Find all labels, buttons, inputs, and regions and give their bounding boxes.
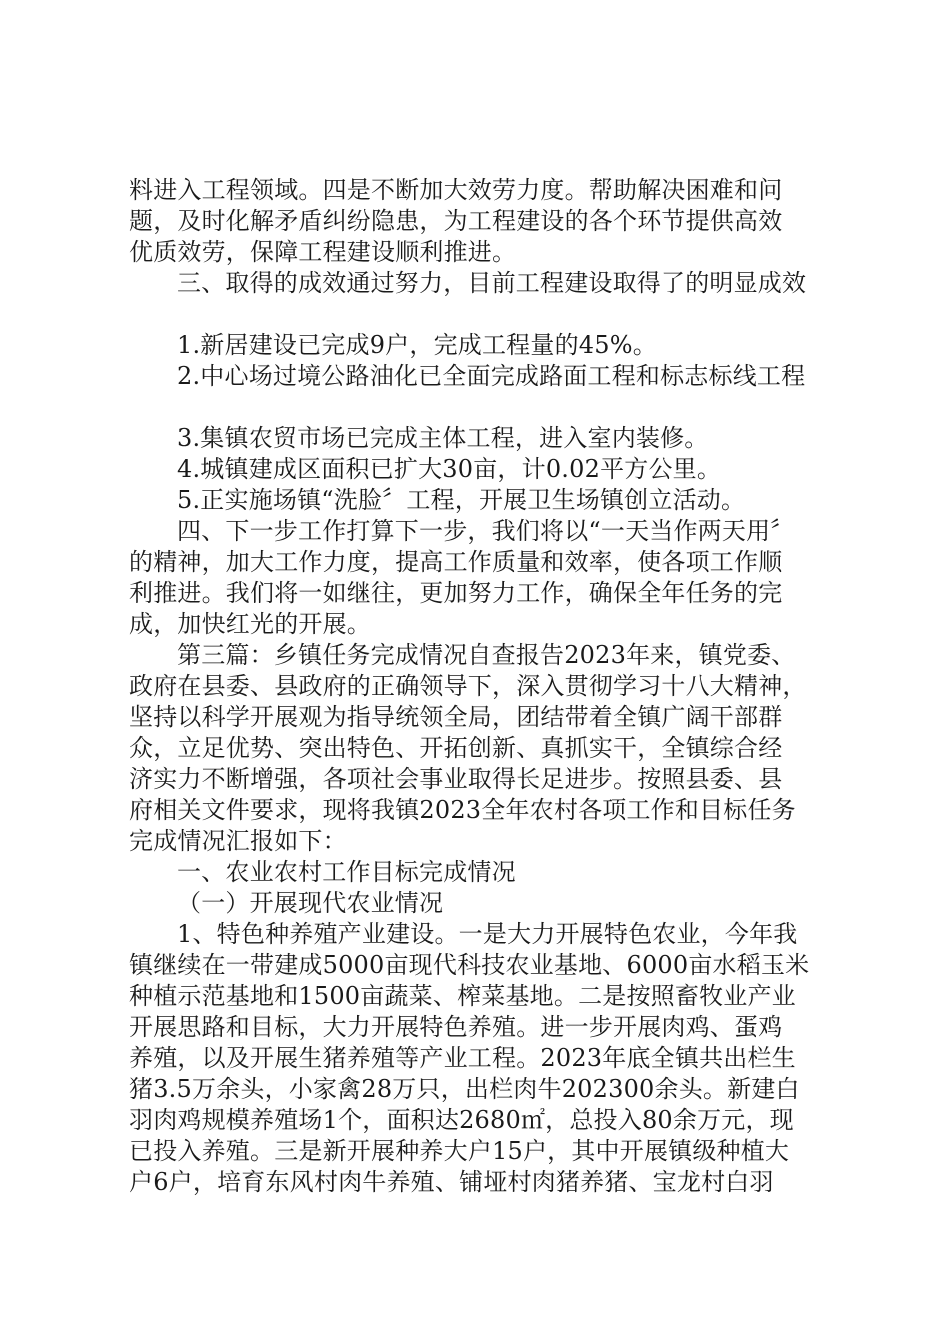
section-heading: 四、下一步工作打算下一步，我们将以“一天当作两天用〞: [177, 517, 795, 545]
paragraph-line: 养殖，以及开展生猪养殖等产业工程。2023年底全镇共出栏生: [129, 1044, 796, 1072]
paragraph-line: 府相关文件要求，现将我镇2023全年农村各项工作和目标任务: [129, 796, 796, 824]
paragraph-line: 户6户，培育东风村肉牛养殖、铺垭村肉猪养猪、宝龙村白羽: [129, 1168, 774, 1196]
paragraph-line: 众，立足优势、突出特色、开拓创新、真抓实干，全镇综合经: [129, 734, 783, 762]
paragraph-line: 优质效劳，保障工程建设顺利推进。: [129, 238, 517, 266]
paragraph-line: 第三篇：乡镇任务完成情况自查报告2023年来，镇党委、: [177, 641, 796, 669]
paragraph-line: 坚持以科学开展观为指导统领全局，团结带着全镇广阔干部群: [129, 703, 783, 731]
paragraph-line: 政府在县委、县政府的正确领导下，深入贯彻学习十八大精神，: [129, 672, 807, 700]
paragraph-line: 猪3.5万余头，小家禽28万只，出栏肉牛202300余头。新建白: [129, 1075, 800, 1103]
paragraph-line: 成，加快红光的开展。: [129, 610, 371, 638]
paragraph-line: 利推进。我们将一如继往，更加努力工作，确保全年任务的完: [129, 579, 783, 607]
paragraph-line: 完成情况汇报如下：: [129, 827, 347, 855]
paragraph-line: 已投入养殖。三是新开展种养大户15户，其中开展镇级种植大: [129, 1137, 790, 1165]
paragraph-line: 题，及时化解矛盾纠纷隐患，为工程建设的各个环节提供高效: [129, 207, 783, 235]
subsection-heading: （一）开展现代农业情况: [177, 889, 444, 917]
paragraph-line: 料进入工程领域。四是不断加大效劳力度。帮助解决困难和问: [129, 176, 783, 204]
paragraph-line: 的精神，加大工作力度，提高工作质量和效率，使各项工作顺: [129, 548, 783, 576]
list-item: 4.城镇建成区面积已扩大30亩，计0.02平方公里。: [177, 455, 722, 483]
list-item: 1.新居建设已完成9户，完成工程量的45%。: [177, 331, 657, 359]
section-heading: 三、取得的成效通过努力，目前工程建设取得了的明显成效: [177, 269, 807, 297]
list-item: 5.正实施场镇“洗脸〞工程，开展卫生场镇创立活动。: [177, 486, 746, 514]
paragraph-line: 开展思路和目标，大力开展特色养殖。进一步开展肉鸡、蛋鸡: [129, 1013, 783, 1041]
paragraph-line: 1、特色种养殖产业建设。一是大力开展特色农业，今年我: [177, 920, 798, 948]
paragraph-line: 种植示范基地和1500亩蔬菜、榨菜基地。二是按照畜牧业产业: [129, 982, 796, 1010]
list-item: 3.集镇农贸市场已完成主体工程，进入室内装修。: [177, 424, 709, 452]
paragraph-line: 镇继续在一带建成5000亩现代科技农业基地、6000亩水稻玉米: [129, 951, 810, 979]
list-item: 2.中心场过境公路油化已全面完成路面工程和标志标线工程: [177, 362, 806, 390]
section-heading: 一、农业农村工作目标完成情况: [177, 858, 516, 886]
paragraph-line: 济实力不断增强，各项社会事业取得长足进步。按照县委、县: [129, 765, 783, 793]
paragraph-line: 羽肉鸡规模养殖场1个，面积达2680㎡，总投入80余万元，现: [129, 1106, 794, 1134]
